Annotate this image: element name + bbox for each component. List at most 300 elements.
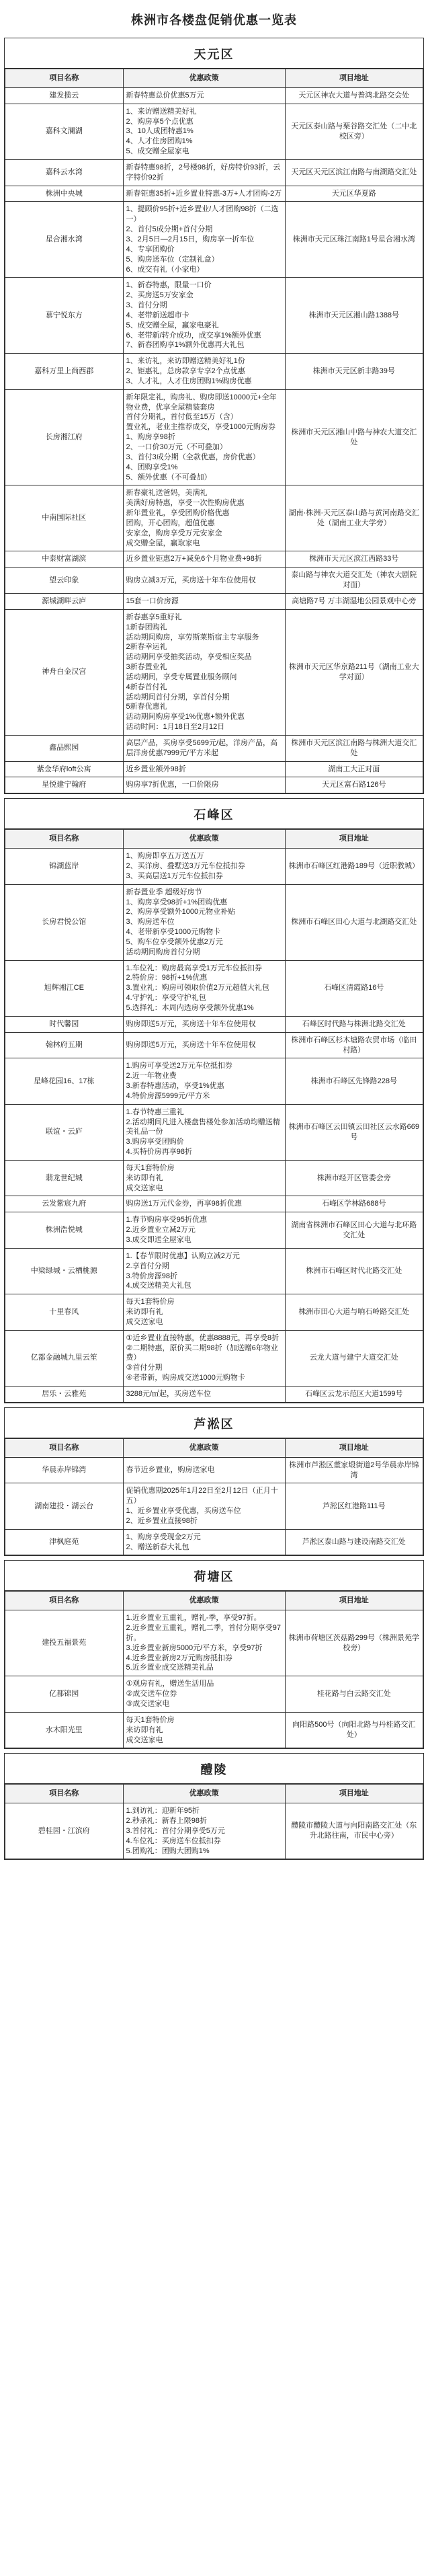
column-header-name: 项目名称 bbox=[5, 1438, 124, 1457]
policy-cell bbox=[123, 849, 285, 885]
column-header-address: 项目地址 bbox=[285, 1785, 423, 1803]
address-cell bbox=[285, 485, 423, 551]
table-row bbox=[5, 1058, 423, 1104]
address-cell bbox=[285, 568, 423, 594]
project-name-cell: 锦湖蓝岸 bbox=[5, 849, 124, 885]
column-header-policy: 优惠政策 bbox=[123, 830, 285, 849]
table-row bbox=[5, 1712, 423, 1748]
policy-line: 新春特惠总价优惠5万元 bbox=[126, 91, 204, 100]
policy-line: 2新春幸运礼 bbox=[126, 643, 167, 652]
address-line: 湖南·株洲·天元区泰山路与黄河南路交汇处（湖南工业大学旁） bbox=[288, 509, 419, 527]
policy-line: 4.车位礼：买房送车位抵扣券 bbox=[126, 1836, 221, 1845]
policy-line: 成交赠全屋，赢取家电 bbox=[126, 539, 200, 547]
policy-line: 2、购房享5个点优惠 bbox=[126, 117, 194, 126]
table-row bbox=[5, 1104, 423, 1160]
policy-line: 2、赠送新春大礼包 bbox=[126, 1543, 189, 1551]
policy-line: 4、人才住房团购1% bbox=[126, 137, 193, 146]
policy-line: 2、买洋房、叠墅送3万元车位抵扣券 bbox=[126, 862, 245, 870]
promotion-table bbox=[5, 1438, 423, 1556]
column-header-name: 项目名称 bbox=[5, 1592, 124, 1610]
address-cell bbox=[285, 1160, 423, 1196]
policy-line: 高层产品，买房享受5699元/起，洋房产品，高层洋房优惠7999元/平方米起 bbox=[126, 738, 278, 757]
address-line: 株洲市天元区湘山路1388号 bbox=[308, 311, 400, 319]
policy-line: 4、老带新送超市卡 bbox=[126, 311, 189, 319]
policy-line: 4、团购享受1% bbox=[126, 463, 178, 471]
column-header-address: 项目地址 bbox=[285, 69, 423, 88]
address-cell bbox=[285, 777, 423, 793]
policy-line: 新年置业礼，享受团购价格优惠 bbox=[126, 509, 230, 518]
policy-cell bbox=[123, 1160, 285, 1196]
policy-cell bbox=[123, 1457, 285, 1483]
project-name-cell: 亿都锦园 bbox=[5, 1676, 124, 1713]
policy-cell bbox=[123, 1676, 285, 1713]
address-line: 石峰区云龙示范区大道1599号 bbox=[305, 1389, 403, 1398]
policy-cell bbox=[123, 568, 285, 594]
project-name-cell: 嘉科文澜湖 bbox=[5, 104, 124, 159]
address-cell bbox=[285, 1294, 423, 1331]
promotion-table bbox=[5, 1784, 423, 1859]
policy-line: 2、首付5成分期+首付分期 bbox=[126, 225, 213, 234]
address-line: 芦淞区红港路111号 bbox=[322, 1501, 386, 1510]
address-cell bbox=[285, 593, 423, 609]
project-name-cell: 建发揽云 bbox=[5, 87, 124, 104]
project-name-cell: 望云印象 bbox=[5, 568, 124, 594]
policy-line: ④老带新，购房成交送1000元购物卡 bbox=[126, 1374, 245, 1382]
policy-line: ①观房有礼，赠送生活用品 bbox=[126, 1680, 214, 1688]
policy-line: 新春惠享5重好礼 bbox=[126, 613, 182, 621]
policy-line: 来访即有礼 bbox=[126, 1725, 163, 1734]
project-name-cell: 慕宁悦东方 bbox=[5, 278, 124, 354]
district-title: 芦淞区 bbox=[5, 1408, 423, 1438]
policy-line: 3新春置业礼 bbox=[126, 663, 167, 672]
table-row bbox=[5, 1386, 423, 1402]
address-cell bbox=[285, 1016, 423, 1032]
address-cell bbox=[285, 1032, 423, 1058]
address-cell bbox=[285, 960, 423, 1016]
address-line: 株洲市石峰区田心大道与北湖路交汇处 bbox=[291, 918, 417, 927]
address-cell bbox=[285, 278, 423, 354]
address-line: 湖南工大正对面 bbox=[328, 765, 380, 773]
policy-line: 新春豪礼送爸妈，美满礼 bbox=[126, 489, 208, 498]
policy-line: 购房即送5万元，买房送十年车位使用权 bbox=[126, 1019, 256, 1028]
policy-line: 15套一口价房源 bbox=[126, 596, 179, 605]
policy-line: 活动时间：1月18日至2月12日 bbox=[126, 723, 225, 732]
project-name-cell: 亿都金融城九里云笙 bbox=[5, 1330, 124, 1386]
address-cell bbox=[285, 389, 423, 485]
column-header-address: 项目地址 bbox=[285, 1592, 423, 1610]
policy-line: 活动期间首付分期，享首付分期 bbox=[126, 693, 230, 701]
policy-cell bbox=[123, 1016, 285, 1032]
table-row bbox=[5, 278, 423, 354]
address-line: 湖南省株洲市石峰区田心大道与北环路交汇处 bbox=[291, 1220, 417, 1239]
policy-line: ③首付分期 bbox=[126, 1364, 163, 1372]
policy-line: 4.买特价房再享98折 bbox=[126, 1148, 192, 1157]
address-cell bbox=[285, 849, 423, 885]
project-name-cell: 中泰财富湖滨 bbox=[5, 551, 124, 568]
policy-cell bbox=[123, 777, 285, 793]
policy-line: 新春特惠98折，2号楼98折，好房特价93折，云字特价92折 bbox=[126, 163, 281, 182]
address-cell bbox=[285, 159, 423, 186]
policy-cell bbox=[123, 1196, 285, 1212]
address-line: 株洲市芦淞区董家塅街道2号华晨赤岸锦湾 bbox=[289, 1460, 419, 1479]
address-cell bbox=[285, 186, 423, 202]
project-name-cell: 中梁绿城・云栖桃源 bbox=[5, 1248, 124, 1294]
policy-line: 美满好房特惠，享受一次性购房优惠 bbox=[126, 499, 245, 508]
policy-line: 3.首付礼：首付分期享受5万元 bbox=[126, 1826, 225, 1835]
address-line: 石峰区清霞路16号 bbox=[324, 984, 384, 992]
table-header-row bbox=[5, 830, 423, 849]
address-line: 株洲市天元区滨江南路与株洲大道交汇处 bbox=[291, 738, 417, 757]
policy-line: 3.近乡置业新房5000元/平方米，享受97折 bbox=[126, 1643, 263, 1652]
project-name-cell: 翰林府五期 bbox=[5, 1032, 124, 1058]
district-section bbox=[4, 1407, 424, 1557]
project-name-cell: 建投五福景苑 bbox=[5, 1610, 124, 1676]
district-title: 荷塘区 bbox=[5, 1561, 423, 1591]
promotion-table bbox=[5, 69, 423, 793]
address-line: 天元区华夏路 bbox=[331, 189, 376, 198]
table-row bbox=[5, 104, 423, 159]
address-cell bbox=[285, 1196, 423, 1212]
policy-line: 1、购房享98折 bbox=[126, 433, 175, 442]
policy-line: 购房享7折优惠，一口价限房 bbox=[126, 781, 219, 789]
policy-line: 2、买房送5万安家金 bbox=[126, 291, 194, 300]
policy-cell bbox=[123, 186, 285, 202]
policy-cell bbox=[123, 159, 285, 186]
promotion-table bbox=[5, 1591, 423, 1748]
policy-line: 成交送家电 bbox=[126, 1183, 163, 1192]
project-name-cell: 津枫庭苑 bbox=[5, 1529, 124, 1555]
address-cell bbox=[285, 202, 423, 278]
policy-line: 4、老带新享受1000元购物卡 bbox=[126, 928, 221, 937]
policy-line: 3、首付分期 bbox=[126, 301, 167, 310]
project-name-cell: 湖南建投・湖云台 bbox=[5, 1483, 124, 1529]
policy-line: 6、成交有礼（小家电） bbox=[126, 265, 204, 274]
address-cell bbox=[285, 735, 423, 761]
table-row bbox=[5, 735, 423, 761]
district-section bbox=[4, 38, 424, 794]
page-title: 株洲市各楼盘促销优惠一览表 bbox=[131, 13, 297, 27]
policy-line: 5、购车位享受额外优惠2万元 bbox=[126, 937, 223, 946]
address-cell bbox=[285, 1330, 423, 1386]
project-name-cell: 鑫品熙园 bbox=[5, 735, 124, 761]
table-row bbox=[5, 202, 423, 278]
table-row bbox=[5, 1160, 423, 1196]
table-row bbox=[5, 777, 423, 793]
table-row bbox=[5, 1676, 423, 1713]
address-cell bbox=[285, 1248, 423, 1294]
column-header-policy: 优惠政策 bbox=[123, 69, 285, 88]
address-line: 石峰区学林路688号 bbox=[322, 1200, 386, 1208]
address-cell bbox=[285, 1803, 423, 1859]
policy-cell bbox=[123, 104, 285, 159]
table-row bbox=[5, 1803, 423, 1859]
policy-line: 每天1套特价房 bbox=[126, 1715, 175, 1724]
policy-cell bbox=[123, 761, 285, 777]
table-row bbox=[5, 568, 423, 594]
address-cell bbox=[285, 1457, 423, 1483]
policy-line: 3、购房送车位 bbox=[126, 918, 175, 927]
policy-line: 促销优惠期2025年1月22日至2月12日（正月十五） bbox=[126, 1487, 278, 1506]
table-row bbox=[5, 884, 423, 960]
table-row bbox=[5, 609, 423, 735]
table-row bbox=[5, 389, 423, 485]
policy-line: 3、人才礼，人才住房团购1%购房优惠 bbox=[126, 377, 252, 385]
project-name-cell: 长房君悦公馆 bbox=[5, 884, 124, 960]
table-row bbox=[5, 354, 423, 390]
address-line: 株洲市天元区珠江南路1号星合湘水湾 bbox=[292, 235, 415, 243]
policy-line: 5、成交赠全屋，赢家电豪礼 bbox=[126, 321, 219, 329]
policy-cell bbox=[123, 884, 285, 960]
address-line: 天元区天元区滨江南路与南湖路交汇处 bbox=[291, 168, 417, 177]
table-row bbox=[5, 1483, 423, 1529]
table-row bbox=[5, 1032, 423, 1058]
address-line: 醴陵市醴陵大道与向阳南路交汇处（东升北路往南，市民中心旁） bbox=[291, 1822, 417, 1840]
column-header-policy: 优惠政策 bbox=[123, 1438, 285, 1457]
address-line: 株洲市石峰区杉木塘路农贸市场（临田村路） bbox=[291, 1036, 417, 1054]
policy-line: 成交送家电 bbox=[126, 1735, 163, 1744]
policy-line: ②成交送车位券 bbox=[126, 1690, 177, 1699]
policy-line: ②二期特惠，原价买二期98折（加送赠6年物业费） bbox=[126, 1343, 278, 1362]
policy-line: 5、额外优惠（不可叠加） bbox=[126, 473, 212, 481]
address-line: 株洲市天元区华京路211号（湖南工业大学对面） bbox=[289, 663, 419, 681]
policy-line: 4、专享团购价 bbox=[126, 245, 175, 253]
address-line: 株洲市石峰区时代北路交汇处 bbox=[306, 1267, 402, 1276]
policy-line: 每天1套特价房 bbox=[126, 1298, 175, 1306]
policy-line: 新年限定礼，购房礼、购房即送10000元+全年物业费，优享全屋精装套房 bbox=[126, 393, 277, 412]
address-line: 株洲市石峰区云田镇云田社区云水路669号 bbox=[288, 1122, 419, 1141]
address-cell bbox=[285, 1058, 423, 1104]
table-row bbox=[5, 1610, 423, 1676]
table-row bbox=[5, 1248, 423, 1294]
policy-line: 5新春优惠礼 bbox=[126, 703, 167, 711]
project-name-cell: 长房湘江府 bbox=[5, 389, 124, 485]
policy-line: 1、提顾价95折+近乡置业/人才团购98折（二选一） bbox=[126, 205, 279, 224]
address-line: 株洲市田心大道与响石岭路交汇处 bbox=[298, 1308, 410, 1317]
policy-line: 3、买高层送1万元车位抵扣券 bbox=[126, 871, 223, 880]
table-row bbox=[5, 1212, 423, 1249]
policy-line: 1.春节购房享受95折优惠 bbox=[126, 1216, 207, 1224]
project-name-cell: 华晨赤岸锦湾 bbox=[5, 1457, 124, 1483]
table-header-row bbox=[5, 1592, 423, 1610]
address-cell bbox=[285, 354, 423, 390]
project-name-cell: 碧桂园・江滨府 bbox=[5, 1803, 124, 1859]
project-name-cell: 时代馨园 bbox=[5, 1016, 124, 1032]
address-line: 天元区富石路126号 bbox=[322, 781, 386, 789]
district-title: 天元区 bbox=[5, 38, 423, 69]
table-row bbox=[5, 849, 423, 885]
policy-line: 首付分期礼，首付低至15万（含） bbox=[126, 413, 238, 422]
policy-line: 近乡置业钜惠2万+减免6个月物业费+98折 bbox=[126, 555, 262, 563]
policy-line: 1.车位礼：购房最高享受1万元车位抵扣券 bbox=[126, 964, 262, 972]
policy-line: 3.成交即送全屋家电 bbox=[126, 1236, 191, 1244]
address-line: 天元区神农大道与普鸿北路交会处 bbox=[298, 91, 410, 100]
policy-line: 5.近乡置业成交送精美礼品 bbox=[126, 1664, 214, 1672]
policy-line: 4.近乡置业新房2万元购房抵扣券 bbox=[126, 1653, 232, 1662]
policy-line: 5、购房送车位（定制礼盒） bbox=[126, 255, 219, 264]
policy-cell bbox=[123, 1294, 285, 1331]
policy-cell bbox=[123, 1803, 285, 1859]
project-name-cell: 源城湖畔云庐 bbox=[5, 593, 124, 609]
policy-line: 安家金，购房享受万元安家金 bbox=[126, 529, 222, 537]
policy-line: 活动期间，享受专属置业服务顾问 bbox=[126, 672, 237, 681]
address-line: 天元区泰山路与栗谷路交汇处（二中北校区旁） bbox=[291, 122, 417, 141]
address-cell bbox=[285, 609, 423, 735]
address-line: 石峰区时代路与株洲北路交汇处 bbox=[302, 1019, 406, 1028]
project-name-cell: 云发紫宸九府 bbox=[5, 1196, 124, 1212]
policy-line: 1、新春特惠，限量一口价 bbox=[126, 281, 212, 290]
policy-line: 2.近乡置业立减2万元 bbox=[126, 1226, 196, 1235]
policy-line: 1、来访赠送精美好礼 bbox=[126, 107, 197, 116]
policy-line: 置业礼，老业主推荐成交，享受1000元购房券 bbox=[126, 423, 276, 432]
project-name-cell: 星峰花园16、17栋 bbox=[5, 1058, 124, 1104]
policy-cell bbox=[123, 609, 285, 735]
sections-container bbox=[4, 38, 424, 1860]
table-row bbox=[5, 761, 423, 777]
address-cell bbox=[285, 1610, 423, 1676]
policy-line: 5、成交赠全屋家电 bbox=[126, 147, 189, 156]
policy-line: 3.置业礼：购房可领取价值2万元超值大礼包 bbox=[126, 984, 269, 992]
project-name-cell: 居乐・云雅苑 bbox=[5, 1386, 124, 1402]
address-line: 泰山路与神农大道交汇处（神农大剧院对面） bbox=[291, 571, 417, 590]
district-section bbox=[4, 798, 424, 1403]
policy-line: 1.购房可享受送2万元车位抵扣券 bbox=[126, 1062, 232, 1070]
table-header-row bbox=[5, 1438, 423, 1457]
district-section bbox=[4, 1560, 424, 1749]
policy-cell bbox=[123, 960, 285, 1016]
table-header-row bbox=[5, 1785, 423, 1803]
policy-line: 3288元/㎡起，买房送车位 bbox=[126, 1389, 212, 1398]
policy-cell bbox=[123, 1104, 285, 1160]
address-line: 株洲市荷塘区茨菇路299号（株洲景苑学校旁） bbox=[288, 1633, 419, 1652]
policy-line: 5.选择礼：本周内选房享受额外优惠1% bbox=[126, 1003, 254, 1012]
table-row bbox=[5, 593, 423, 609]
project-name-cell: 嘉科万里上尚西郡 bbox=[5, 354, 124, 390]
policy-line: 2、购房享受额外1000元物业补贴 bbox=[126, 908, 236, 916]
address-cell bbox=[285, 1386, 423, 1402]
table-row bbox=[5, 1529, 423, 1555]
policy-cell bbox=[123, 485, 285, 551]
table-row bbox=[5, 1294, 423, 1331]
policy-cell bbox=[123, 1712, 285, 1748]
policy-line: 活动期间享受抽奖活动，享受相应奖品 bbox=[126, 653, 252, 662]
project-name-cell: 旭辉湘江CE bbox=[5, 960, 124, 1016]
policy-line: 1.近乡置业五重礼，赠礼-季，享受97折。 bbox=[126, 1614, 261, 1623]
policy-line: 7、新春团购享1%额外优惠再大礼包 bbox=[126, 341, 245, 350]
address-line: 株洲市经开区管委会旁 bbox=[316, 1173, 391, 1182]
policy-cell bbox=[123, 1058, 285, 1104]
policy-line: 2.近一年物业费 bbox=[126, 1072, 177, 1081]
policy-line: 2.秒杀礼：新春上限98折 bbox=[126, 1817, 207, 1826]
project-name-cell: 十里春风 bbox=[5, 1294, 124, 1331]
project-name-cell: 株洲浩悦城 bbox=[5, 1212, 124, 1249]
policy-line: 1新春团购礼 bbox=[126, 623, 167, 631]
address-line: 向阳路500号（向阳北路与丹桂路交汇处） bbox=[292, 1721, 416, 1740]
policy-line: 活动期间购房首付分期 bbox=[126, 947, 200, 956]
project-name-cell: 联谊・云庐 bbox=[5, 1104, 124, 1160]
policy-line: 2.特价房：98折+1%优惠 bbox=[126, 974, 208, 982]
policy-cell bbox=[123, 735, 285, 761]
policy-line: 1、来访礼，来访即赠送精美好礼1份 bbox=[126, 357, 245, 366]
policy-line: 新春钜惠35折+近乡置业特惠-3万+人才团购-2万 bbox=[126, 189, 282, 198]
table-row bbox=[5, 485, 423, 551]
policy-line: ①近乡置业直接特惠，优惠8888元，再享受8折 bbox=[126, 1333, 279, 1342]
policy-line: 新春置业季 超级好房节 bbox=[126, 888, 202, 896]
policy-line: 来访即有礼 bbox=[126, 1173, 163, 1182]
district-title: 石峰区 bbox=[5, 799, 423, 829]
policy-cell bbox=[123, 87, 285, 104]
address-line: 高塘路7号 万丰湖湿地公园景观中心旁 bbox=[292, 596, 417, 605]
policy-cell bbox=[123, 1330, 285, 1386]
address-cell bbox=[285, 1483, 423, 1529]
policy-line: 6、老带新/转介成功，成交享1%额外优惠 bbox=[126, 331, 261, 340]
table-row bbox=[5, 960, 423, 1016]
policy-line: 购房立减3万元，买房送十年车位使用权 bbox=[126, 576, 256, 584]
project-name-cell: 嘉科云水湾 bbox=[5, 159, 124, 186]
table-header-row bbox=[5, 69, 423, 88]
column-header-address: 项目地址 bbox=[285, 830, 423, 849]
policy-line: 1、购房享受98折+1%团购优惠 bbox=[126, 898, 228, 906]
policy-line: 3.购房享受团购价 bbox=[126, 1138, 184, 1146]
policy-cell bbox=[123, 1483, 285, 1529]
address-line: 芦淞区泰山路与建设南路交汇处 bbox=[302, 1538, 406, 1547]
address-cell bbox=[285, 87, 423, 104]
table-row bbox=[5, 186, 423, 202]
policy-line: 近乡置业额外98折 bbox=[126, 765, 186, 773]
address-line: 桂花路与白云路交汇处 bbox=[316, 1690, 391, 1699]
address-line: 株洲市石峰区红港路189号（近职教城） bbox=[288, 862, 419, 870]
column-header-name: 项目名称 bbox=[5, 830, 124, 849]
policy-cell bbox=[123, 1386, 285, 1402]
policy-cell bbox=[123, 1529, 285, 1555]
address-cell bbox=[285, 1104, 423, 1160]
column-header-policy: 优惠政策 bbox=[123, 1785, 285, 1803]
policy-cell bbox=[123, 551, 285, 568]
policy-cell bbox=[123, 278, 285, 354]
project-name-cell: 株洲中央城 bbox=[5, 186, 124, 202]
address-cell bbox=[285, 761, 423, 777]
policy-line: 2、钜惠礼，总房款享专享2个点优惠 bbox=[126, 367, 245, 376]
policy-line: 3、10人成团特惠1% bbox=[126, 127, 194, 136]
policy-line: 1.【春节限时优惠】认购立减2万元 bbox=[126, 1251, 240, 1260]
table-row bbox=[5, 159, 423, 186]
address-line: 株洲市天元区湘山中路与神农大道交汇处 bbox=[291, 428, 417, 446]
policy-line: 2.活动期间凡进入楼盘售楼处参加活动均赠送精美礼品一份 bbox=[126, 1118, 280, 1136]
policy-cell bbox=[123, 1610, 285, 1676]
address-cell bbox=[285, 1212, 423, 1249]
table-row bbox=[5, 1196, 423, 1212]
policy-cell bbox=[123, 1032, 285, 1058]
project-name-cell: 星合湘水湾 bbox=[5, 202, 124, 278]
promotion-table bbox=[5, 829, 423, 1403]
policy-cell bbox=[123, 389, 285, 485]
policy-line: 1、近乡置业享受优惠，买房送车位 bbox=[126, 1507, 241, 1516]
policy-line: 活动期间购房享受1%优惠+额外优惠 bbox=[126, 713, 245, 721]
policy-line: 春节近乡置业，购房送家电 bbox=[126, 1466, 215, 1475]
address-line: 株洲市石峰区先锋路228号 bbox=[310, 1077, 397, 1085]
policy-line: 购房即送5万元，买房送十年车位使用权 bbox=[126, 1041, 256, 1050]
policy-line: 来访即有礼 bbox=[126, 1308, 163, 1317]
column-header-policy: 优惠政策 bbox=[123, 1592, 285, 1610]
policy-cell bbox=[123, 1212, 285, 1249]
project-name-cell: 中南国际社区 bbox=[5, 485, 124, 551]
policy-line: 团购，开心团购，超值优惠 bbox=[126, 518, 215, 527]
column-header-name: 项目名称 bbox=[5, 1785, 124, 1803]
policy-line: 1.到访礼：迎新年95折 bbox=[126, 1807, 200, 1816]
policy-line: 2、近乡置业直接98折 bbox=[126, 1516, 198, 1525]
policy-line: 2.近乡置业五重礼，赠礼二季，首付分期享受97折。 bbox=[126, 1624, 281, 1642]
column-header-name: 项目名称 bbox=[5, 69, 124, 88]
policy-line: 1、购房享受现金2万元 bbox=[126, 1532, 201, 1541]
